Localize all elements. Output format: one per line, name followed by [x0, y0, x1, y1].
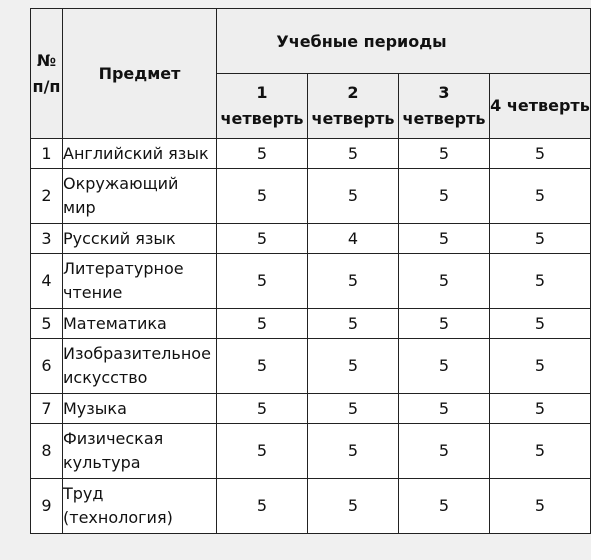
row-mark: 5 — [217, 309, 308, 339]
row-mark: 5 — [399, 224, 490, 254]
row-number: 6 — [31, 339, 63, 394]
row-mark: 5 — [217, 479, 308, 534]
row-mark: 5 — [308, 139, 399, 169]
table-row — [31, 309, 591, 339]
row-mark: 5 — [308, 394, 399, 424]
table-row — [31, 254, 591, 309]
header-period-4: 4 четверть — [490, 74, 591, 139]
row-subject: Физическая культура — [63, 424, 217, 479]
row-subject: Музыка — [63, 394, 217, 424]
row-mark: 5 — [308, 424, 399, 479]
row-subject: Математика — [63, 309, 217, 339]
grades-table — [30, 8, 591, 534]
table-row — [31, 169, 591, 224]
table-row — [31, 479, 591, 534]
row-subject: Труд (технология) — [63, 479, 217, 534]
row-mark: 5 — [399, 479, 490, 534]
row-mark: 5 — [490, 339, 591, 394]
table-row — [31, 394, 591, 424]
row-mark: 5 — [217, 224, 308, 254]
row-mark: 5 — [490, 309, 591, 339]
grades-table-viewport — [30, 8, 590, 534]
header-period-2: 2 четверть — [308, 74, 399, 139]
row-mark: 5 — [217, 339, 308, 394]
row-number: 1 — [31, 139, 63, 169]
header-subject: Предмет — [63, 9, 217, 139]
row-mark: 5 — [308, 479, 399, 534]
row-number: 9 — [31, 479, 63, 534]
row-number: 7 — [31, 394, 63, 424]
row-mark: 5 — [308, 309, 399, 339]
row-subject: Английский язык — [63, 139, 217, 169]
row-mark: 5 — [490, 254, 591, 309]
row-subject: Изобразительное искусство — [63, 339, 217, 394]
table-row — [31, 139, 591, 169]
row-mark: 5 — [490, 224, 591, 254]
row-subject: Русский язык — [63, 224, 217, 254]
row-mark: 5 — [217, 139, 308, 169]
row-mark: 5 — [217, 424, 308, 479]
row-number: 4 — [31, 254, 63, 309]
row-mark: 5 — [308, 169, 399, 224]
row-mark: 5 — [308, 339, 399, 394]
row-mark: 5 — [490, 394, 591, 424]
row-mark: 5 — [399, 254, 490, 309]
row-mark: 5 — [399, 394, 490, 424]
row-mark: 5 — [490, 169, 591, 224]
row-mark: 5 — [399, 169, 490, 224]
row-mark: 5 — [490, 139, 591, 169]
row-number: 8 — [31, 424, 63, 479]
header-period-1: 1 четверть — [217, 74, 308, 139]
table-row — [31, 224, 591, 254]
row-number: 3 — [31, 224, 63, 254]
row-subject: Литературное чтение — [63, 254, 217, 309]
table-row — [31, 339, 591, 394]
row-mark: 5 — [217, 254, 308, 309]
row-number: 5 — [31, 309, 63, 339]
header-periods-group — [217, 9, 591, 74]
row-subject: Окружающий мир — [63, 169, 217, 224]
row-mark: 5 — [399, 339, 490, 394]
row-mark: 5 — [490, 424, 591, 479]
row-number: 2 — [31, 169, 63, 224]
header-number: № п/п — [31, 9, 63, 139]
row-mark: 5 — [217, 169, 308, 224]
row-mark: 5 — [399, 424, 490, 479]
row-mark: 5 — [490, 479, 591, 534]
header-periods-title: Учебные периоды — [276, 31, 447, 51]
header-period-3: 3 четверть — [399, 74, 490, 139]
row-mark: 5 — [308, 254, 399, 309]
row-mark: 5 — [399, 309, 490, 339]
row-mark: 4 — [308, 224, 399, 254]
row-mark: 5 — [399, 139, 490, 169]
row-mark: 5 — [217, 394, 308, 424]
table-row — [31, 424, 591, 479]
